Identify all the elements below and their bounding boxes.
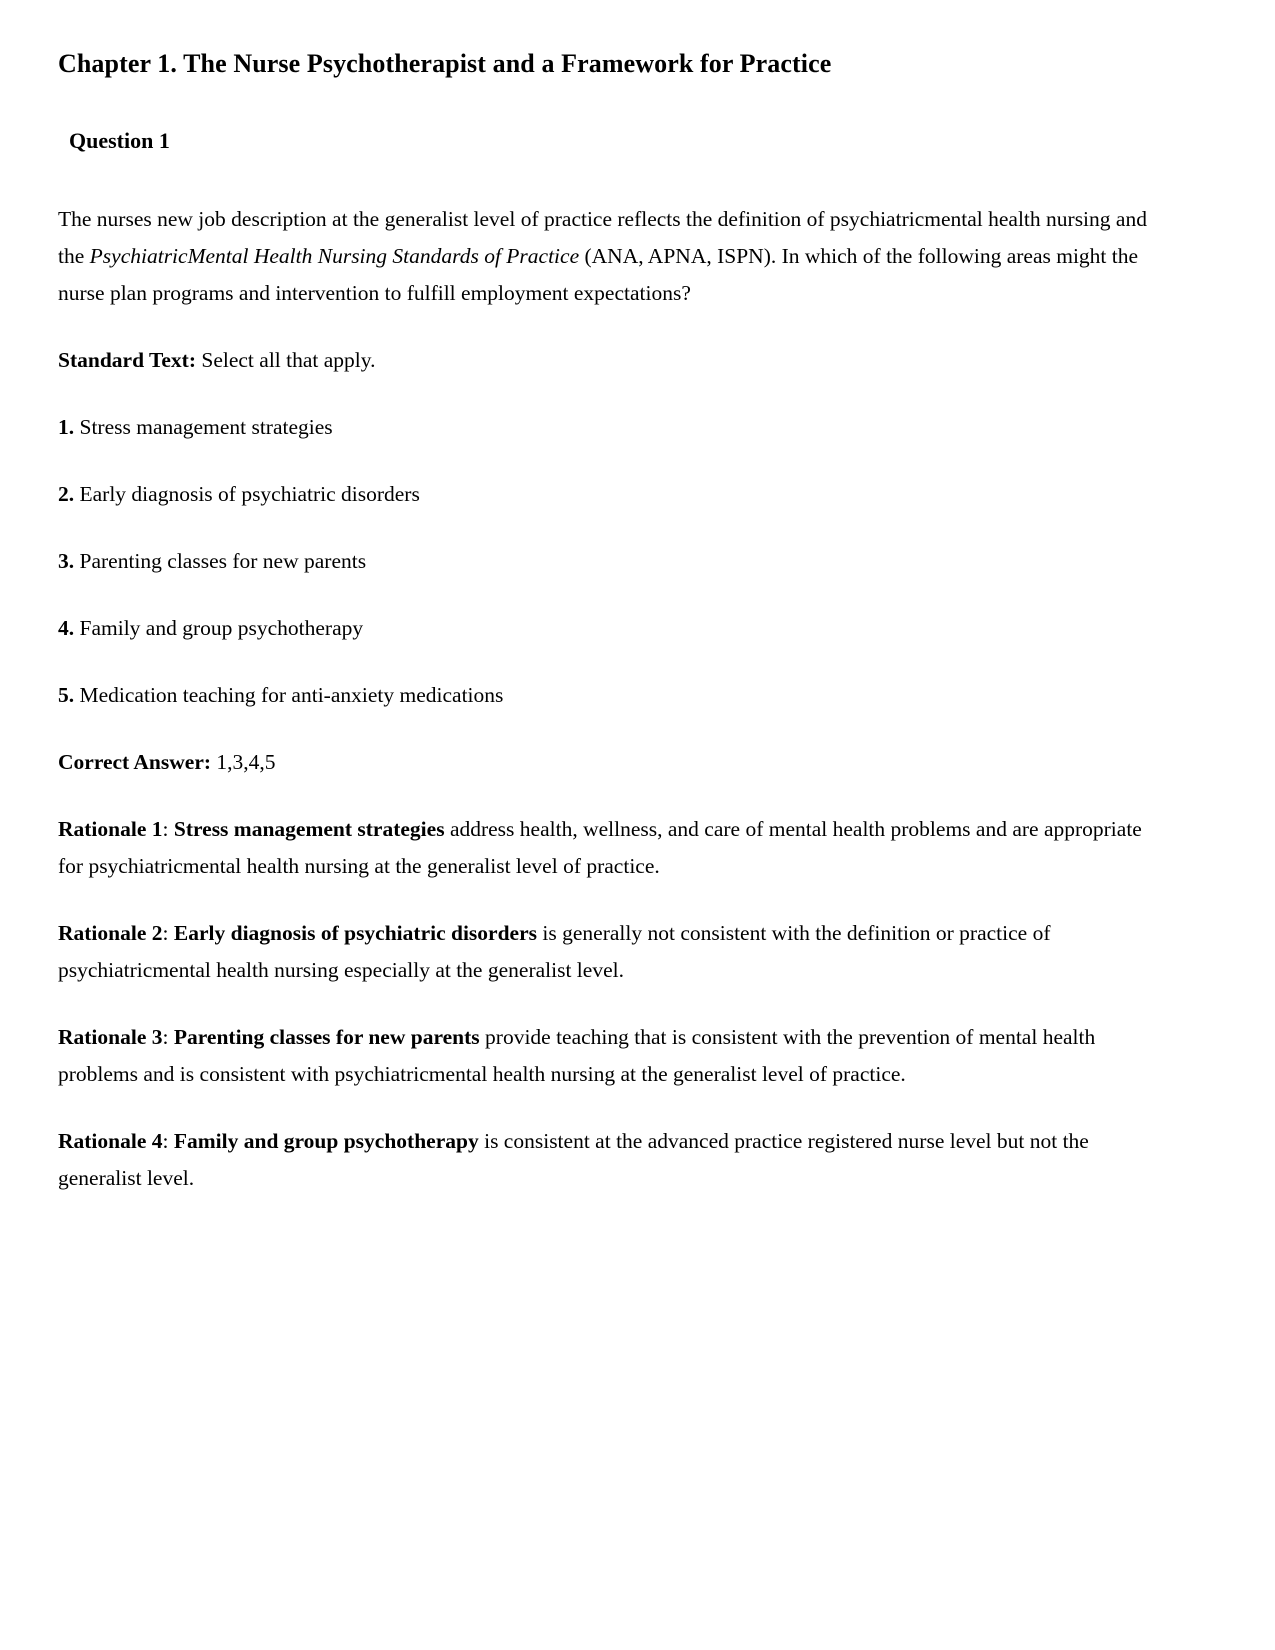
answer-option[interactable] [58,677,1148,714]
correct-answer-line [58,744,1148,781]
spacer [58,781,1148,811]
question-stem-part2: (ANA, APNA, ISPN). In which of the following areas might the nurse plan programs and intervention to fulfill employment expectations? [58,244,1139,306]
rationale-bold-lead: Stress management strategies [173,816,445,841]
spacer [58,989,1148,1019]
standard-text-line [58,342,1148,379]
question-stem-part1: The nurses new job description at the generalist level of practice reflects the definition of psychiatricmental health nursing and the [58,207,1147,269]
spacer [58,647,1148,677]
rationale-body: is generally not consistent with the definition or practice of psychiatricmental health nursing especially at the generalist level. [58,920,1051,982]
rationale-paragraph [58,1019,1148,1093]
rationale-bold-lead: Early diagnosis of psychiatric disorders [173,920,538,945]
spacer [58,1093,1148,1123]
rationale-label: Rationale 4 [58,1128,163,1153]
spacer [58,155,1148,201]
spacer [58,513,1148,543]
rationale-separator: : [162,920,174,945]
answer-option[interactable] [58,610,1148,647]
question-stem [58,201,1148,312]
answer-option-text: Parenting classes for new parents [74,548,367,573]
spacer [58,312,1148,342]
answer-option-number: 2. [58,481,75,506]
standard-text-label: Standard Text: [58,348,196,372]
rationale-label: Rationale 2 [58,920,163,945]
correct-answer-value: 1,3,4,5 [211,749,276,774]
spacer [58,885,1148,915]
rationale-label: Rationale 1 [58,816,163,841]
answer-option-text: Early diagnosis of psychiatric disorders [74,481,420,506]
spacer [58,580,1148,610]
rationale-body: address health, wellness, and care of mental health problems and are appropriate for psychiatricmental health nursing at the generalist level of practice. [58,816,1142,878]
spacer [58,379,1148,409]
rationale-separator: : [162,816,174,841]
answer-option-number: 4. [58,615,75,640]
answer-option-number: 3. [58,548,75,573]
rationale-separator: : [162,1128,174,1153]
rationale-body: provide teaching that is consistent with the prevention of mental health problems and is consistent with psychiatricmental health nursing at the generalist level of practice. [58,1024,1096,1086]
answer-option-text: Stress management strategies [74,414,333,439]
question-stem-title-italic: PsychiatricMental Health Nursing Standards of Practice [89,244,580,269]
answer-option-text: Medication teaching for anti-anxiety medications [74,682,504,707]
rationale-paragraph [58,1123,1148,1197]
spacer [58,714,1148,744]
answer-option-number: 1. [58,414,75,439]
rationale-paragraph [58,811,1148,885]
answer-option-number: 5. [58,682,75,707]
rationale-body: is consistent at the advanced practice registered nurse level but not the generalist level. [58,1128,1089,1190]
rationale-bold-lead: Parenting classes for new parents [173,1024,480,1049]
question-heading: Question 1 [69,127,170,153]
rationale-paragraph [58,915,1148,989]
answer-option-text: Family and group psychotherapy [74,615,364,640]
document-content [58,48,1148,1197]
page-title: Chapter 1. The Nurse Psychotherapist and a Framework for Practice [58,49,832,78]
correct-answer-label: Correct Answer: [58,749,212,774]
standard-text-value: Select all that apply. [196,348,376,372]
spacer [58,446,1148,476]
answer-option[interactable] [58,476,1148,513]
answer-option[interactable] [58,543,1148,580]
answer-option[interactable] [58,409,1148,446]
rationale-label: Rationale 3 [58,1024,163,1049]
rationale-separator: : [162,1024,174,1049]
rationale-bold-lead: Family and group psychotherapy [173,1128,479,1153]
